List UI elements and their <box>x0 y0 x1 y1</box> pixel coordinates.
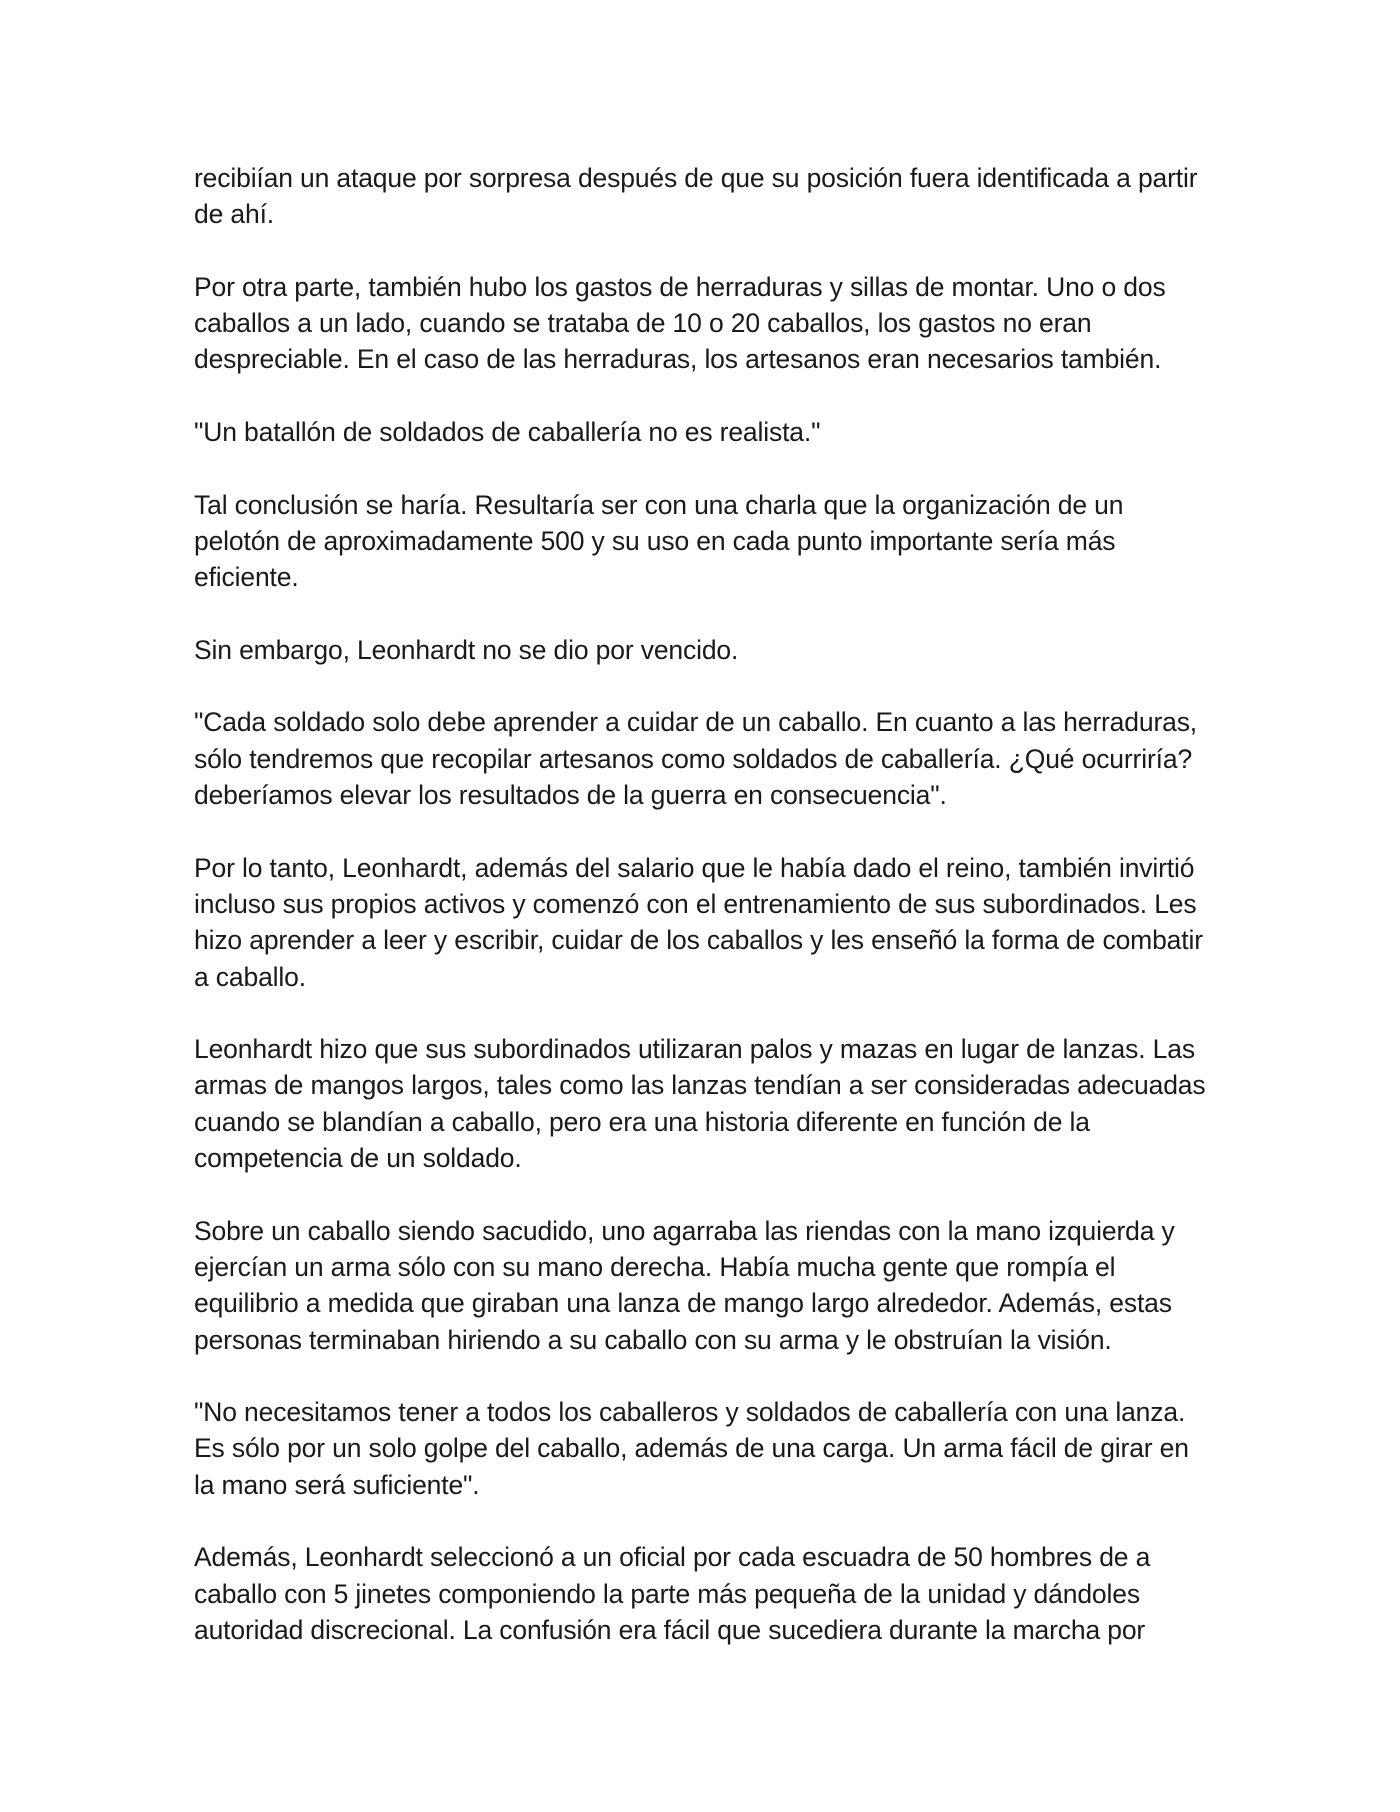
paragraph: Sobre un caballo siendo sacudido, uno agarraba las riendas con la mano izquierda y ejercían un arma sólo con su mano derecha. Había mucha gente que rompía el equilibrio a medida que giraban una lanza de mango largo alrededor. Además, estas personas terminaban hiriendo a su caballo con su arma y le obstruían la visión. <box>194 1215 1175 1355</box>
paragraph: "No necesitamos tener a todos los caballeros y soldados de caballería con una lanza. Es sólo por un solo golpe del caballo, además de una carga. Un arma fácil de girar en la mano será suficiente". <box>194 1397 1189 1500</box>
paragraph: Leonhardt hizo que sus subordinados utilizaran palos y mazas en lugar de lanzas. Las armas de mangos largos, tales como las lanzas tendían a ser consideradas adecuadas cuando se blandían a caballo, pero era una historia diferente en función de la competencia de un soldado. <box>194 1034 1206 1174</box>
paragraph: recibiían un ataque por sorpresa después de que su posición fuera identificada a partir de ahí. <box>194 163 1198 230</box>
paragraph: Además, Leonhardt seleccionó a un oficial por cada escuadra de 50 hombres de a caballo con 5 jinetes componiendo la parte más pequeña de la unidad y dándoles autoridad discrecional. La confusión era fácil que sucediera durante la marcha por <box>194 1542 1151 1645</box>
paragraph: Por lo tanto, Leonhardt, además del salario que le había dado el reino, también invirtió incluso sus propios activos y comenzó con el entrenamiento de sus subordinados. Les hizo aprender a leer y escribir, cuidar de los caballos y les enseñó la forma de combatir a caballo. <box>194 852 1203 992</box>
document-body <box>194 160 1214 1648</box>
paragraph: Tal conclusión se haría. Resultaría ser con una charla que la organización de un pelotón de aproximadamente 500 y su uso en cada punto importante sería más eficiente. <box>194 489 1124 593</box>
paragraph: "Cada soldado solo debe aprender a cuidar de un caballo. En cuanto a las herraduras, sólo tendremos que recopilar artesanos como soldados de caballería. ¿Qué ocurriría? deberíamos elevar los resultados de la guerra en consecuencia". <box>194 707 1198 811</box>
paragraph: Por otra parte, también hubo los gastos de herraduras y sillas de montar. Uno o dos caballos a un lado, cuando se trataba de 10 o 20 caballos, los gastos no eran despreciable. En el caso de las herraduras, los artesanos eran necesarios también. <box>194 271 1166 375</box>
paragraph: "Un batallón de soldados de caballería no es realista." <box>194 417 821 448</box>
paragraph: Sin embargo, Leonhardt no se dio por vencido. <box>194 634 739 665</box>
